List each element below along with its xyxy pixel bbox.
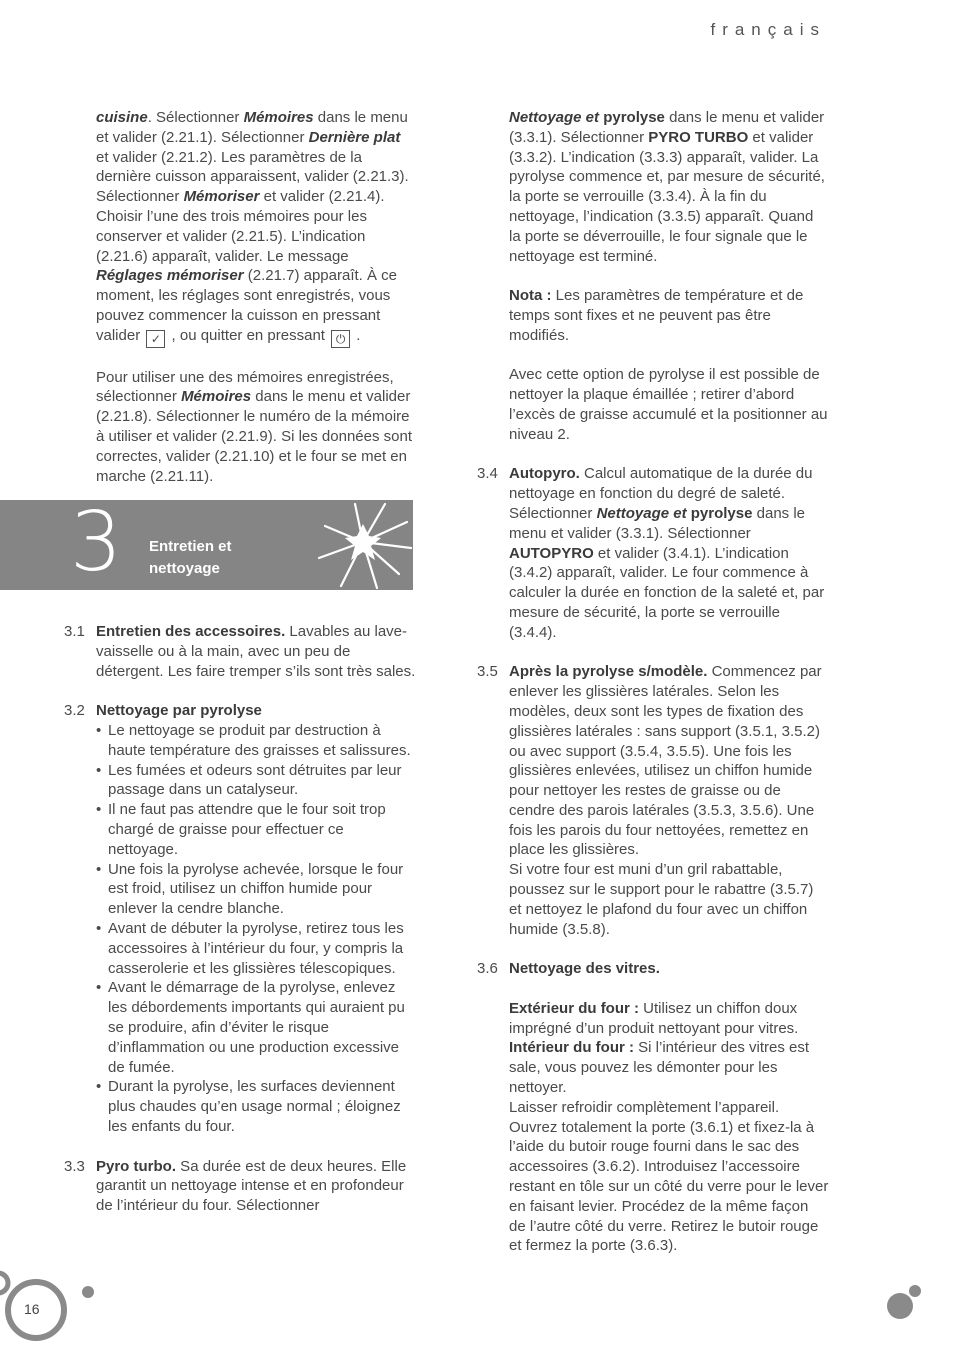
section-num: 3.6 [477, 960, 498, 978]
term-memoires: Mémoires [181, 388, 252, 406]
term-nettoyage: Nettoyage et [596, 504, 687, 522]
text: Lavables au lave-vaisselle ou à la main, avec un peu de détergent. Les faire tremper s’ils sont très sales. [96, 623, 416, 680]
language-label: français [710, 20, 826, 39]
text: et valider (2.21.4). Choisir l’une des trois mémoires pour les conserver et valider (2.21.5). L’indication (2.21.6) apparaît, valider. Le message [96, 188, 385, 265]
text: Commencez par enlever les glissières latérales. Selon les modèles, deux sont les types de fixation des glissières latérales : sans support (3.5.1, 3.5.2) ou avec support (3.5.4, 3.5.5). Une fois les glissières enlevées, utilisez un chiffon humide pour nettoyer les restes de graisse ou de cendre des parois latérales (3.5.3, 3.5.6). Une fois les parois du four nettoyées, remettez en place les glissières. [509, 663, 822, 859]
section-heading: Autopyro. [509, 465, 580, 483]
exterior-paragraph [509, 999, 829, 1039]
memory-paragraph [96, 108, 414, 348]
section-title [149, 536, 232, 580]
validate-key-icon: ✓ [146, 330, 165, 348]
section-num: 3.1 [64, 623, 85, 640]
section-3-6 [477, 959, 829, 1256]
exterior-label: Extérieur du four : [509, 999, 640, 1017]
term-pyrolyse: pyrolyse [599, 109, 665, 126]
term-memoires: Mémoires [243, 109, 314, 126]
section-3-5 [477, 662, 829, 939]
nota-paragraph [509, 286, 829, 345]
section-num: 3.4 [477, 465, 498, 483]
section-num: 3.2 [64, 702, 85, 720]
section-num: 3.5 [477, 663, 498, 681]
text: dans le menu et valider (2.21.8). Sélectionner le numéro de la mémoire à utiliser et valider (2.21.9). Si les données sont correctes, valider (2.21.10) et le four se met en marche (2.21.11). [96, 388, 413, 485]
list-item: • Les fumées et odeurs sont détruites par leur passage dans un catalyseur. [96, 761, 416, 801]
text: et valider (2.21.2). Les paramètres de la dernière cuisson apparaissent, valider (2.21.3). Sélectionner [96, 148, 409, 206]
text: Pour utiliser une des mémoires enregistrées, sélectionner [96, 368, 394, 406]
section-3-4 [477, 464, 829, 642]
page-number: 16 [24, 1301, 40, 1317]
use-memory-paragraph [96, 368, 414, 487]
list-item: • Avant le démarrage de la pyrolyse, enlevez les débordements importants qui auraient pu se produire, afin d’éviter le risque d’inflammation ou une production excessive de fumée. [96, 978, 416, 1077]
text: . [352, 326, 361, 344]
section-3-3 [64, 1157, 416, 1216]
text: . Sélectionner [147, 109, 244, 126]
text: et valider (3.3.2). L’indication (3.3.3) apparaît, valider. La pyrolyse commence et, par mesure de sécurité, la porte se verrouille (3.3.4). À la fin du nettoyage, l’indication (3.3.5) apparaît. Quand la porte se déverrouille, le four signale que le nettoyage est terminé. [509, 128, 825, 265]
text: et valider (3.4.1). L’indication (3.4.2) apparaît, valider. Le four commence à calculer la durée en fonction de la saleté et, par mesure de sécurité, la porte se verrouille (3.4.4). [509, 544, 825, 641]
text: Utilisez un chiffon doux imprégné d’un produit nettoyant pour vitres. [509, 999, 799, 1037]
text: Si l’intérieur des vitres est sale, vous pouvez les démonter pour les nettoyer. [509, 1039, 810, 1097]
term-reglages-memoriser: Réglages mémoriser [96, 267, 244, 285]
plate-paragraph: Avec cette option de pyrolyse il est possible de nettoyer la plaque émaillée ; retirer d’abord l’excès de graisse accumulé et la positionner au niveau 2. [509, 366, 828, 443]
text: Sa durée est de deux heures. Elle garantit un nettoyage intense et en profondeur de l’intérieur du four. Sélectionner [96, 1157, 407, 1215]
interior-label: Intérieur du four : [509, 1039, 634, 1057]
text: dans le menu et valider (2.21.1). Sélectionner [96, 109, 408, 146]
text: Calcul automatique de la durée du nettoyage en fonction du degré de saleté. Sélectionner [509, 465, 813, 522]
section-3-2 [64, 701, 416, 1137]
interior-paragraph [509, 1038, 829, 1097]
list-item: • Durant la pyrolyse, les surfaces deviennent plus chaudes qu’en usage normal ; éloignez les enfants du four. [96, 1077, 416, 1136]
left-column-top [96, 108, 414, 506]
list-item: • Le nettoyage se produit par destruction à haute température des graisses et salissures. [96, 721, 416, 761]
text: Laisser refroidir complètement l’appareil. Ouvrez totalement la porte (3.6.1) et fixez-la à l’aide du butoir rouge fourni dans le sac des accessoires (3.6.2). Introduisez l’accessoire restant en tôle sur un côté du verre pour le lever en faisant levier. Procédez de la même façon de l’autre côté du verre. Retirez le butoir rouge et fermez la porte (3.6.3). [509, 1098, 829, 1255]
nota-label: Nota : [509, 287, 552, 305]
left-column-bottom [64, 622, 416, 1236]
sparkle-icon [315, 500, 413, 590]
list-item: • Avant de débuter la pyrolyse, retirez tous les accessoires à l’intérieur du four, y compris la casserolerie et les glissières télescopiques. [96, 919, 416, 978]
text: Les paramètres de température et de temps sont fixes et ne peuvent pas être modifiés. [509, 287, 804, 344]
list-item: • Il ne faut pas attendre que le four soit trop chargé de graisse pour effectuer ce nettoyage. [96, 800, 416, 859]
section-banner [0, 500, 413, 590]
bullet-list [96, 721, 416, 1137]
term-pyro-turbo: PYRO TURBO [648, 128, 749, 146]
right-column [477, 108, 829, 1276]
term-derniere-plat: Dernière plat [308, 128, 401, 146]
section-heading: Après la pyrolyse s/modèle. [509, 663, 708, 681]
term-autopyro: AUTOPYRO [509, 544, 594, 562]
section-title-line2: nettoyage [149, 560, 220, 577]
power-key-icon: ⏻ [331, 330, 350, 348]
list-item: • Une fois la pyrolyse achevée, lorsque le four est froid, utilisez un chiffon humide pour enlever la cendre blanche. [96, 860, 416, 919]
section-heading: Pyro turbo. [96, 1157, 177, 1175]
circle-decoration-icon [0, 1255, 110, 1354]
section-title-line1: Entretien et [149, 538, 232, 555]
section-heading: Nettoyage par pyrolyse [96, 702, 262, 720]
section-heading: Nettoyage des vitres. [509, 960, 660, 978]
text: dans le menu et valider (3.3.1). Sélectionner [509, 109, 825, 146]
section-3-1 [64, 622, 416, 681]
pyro-turbo-paragraph [509, 108, 829, 266]
dot-decoration-icon [880, 1280, 930, 1330]
term-memoriser: Mémoriser [183, 188, 260, 206]
term-cuisine: cuisine [96, 109, 148, 126]
text: (2.21.7) apparaît. À ce moment, les réglages sont enregistrés, vous pouvez commencer la cuisson en pressant valider [96, 267, 397, 344]
section-number: 3 [70, 500, 123, 590]
section-num: 3.3 [64, 1157, 85, 1175]
text: Si votre four est muni d’un gril rabattable, poussez sur le support pour le rabattre (3.5.7) et nettoyez le plafond du four avec un chiffon humide (3.5.8). [509, 861, 814, 938]
term-nettoyage: Nettoyage et [509, 109, 600, 126]
term-pyrolyse: pyrolyse [686, 504, 753, 522]
text: dans le menu et valider (3.3.1). Sélectionner [509, 504, 806, 542]
section-heading: Entretien des accessoires. [96, 623, 286, 640]
text: , ou quitter en pressant [167, 326, 330, 344]
